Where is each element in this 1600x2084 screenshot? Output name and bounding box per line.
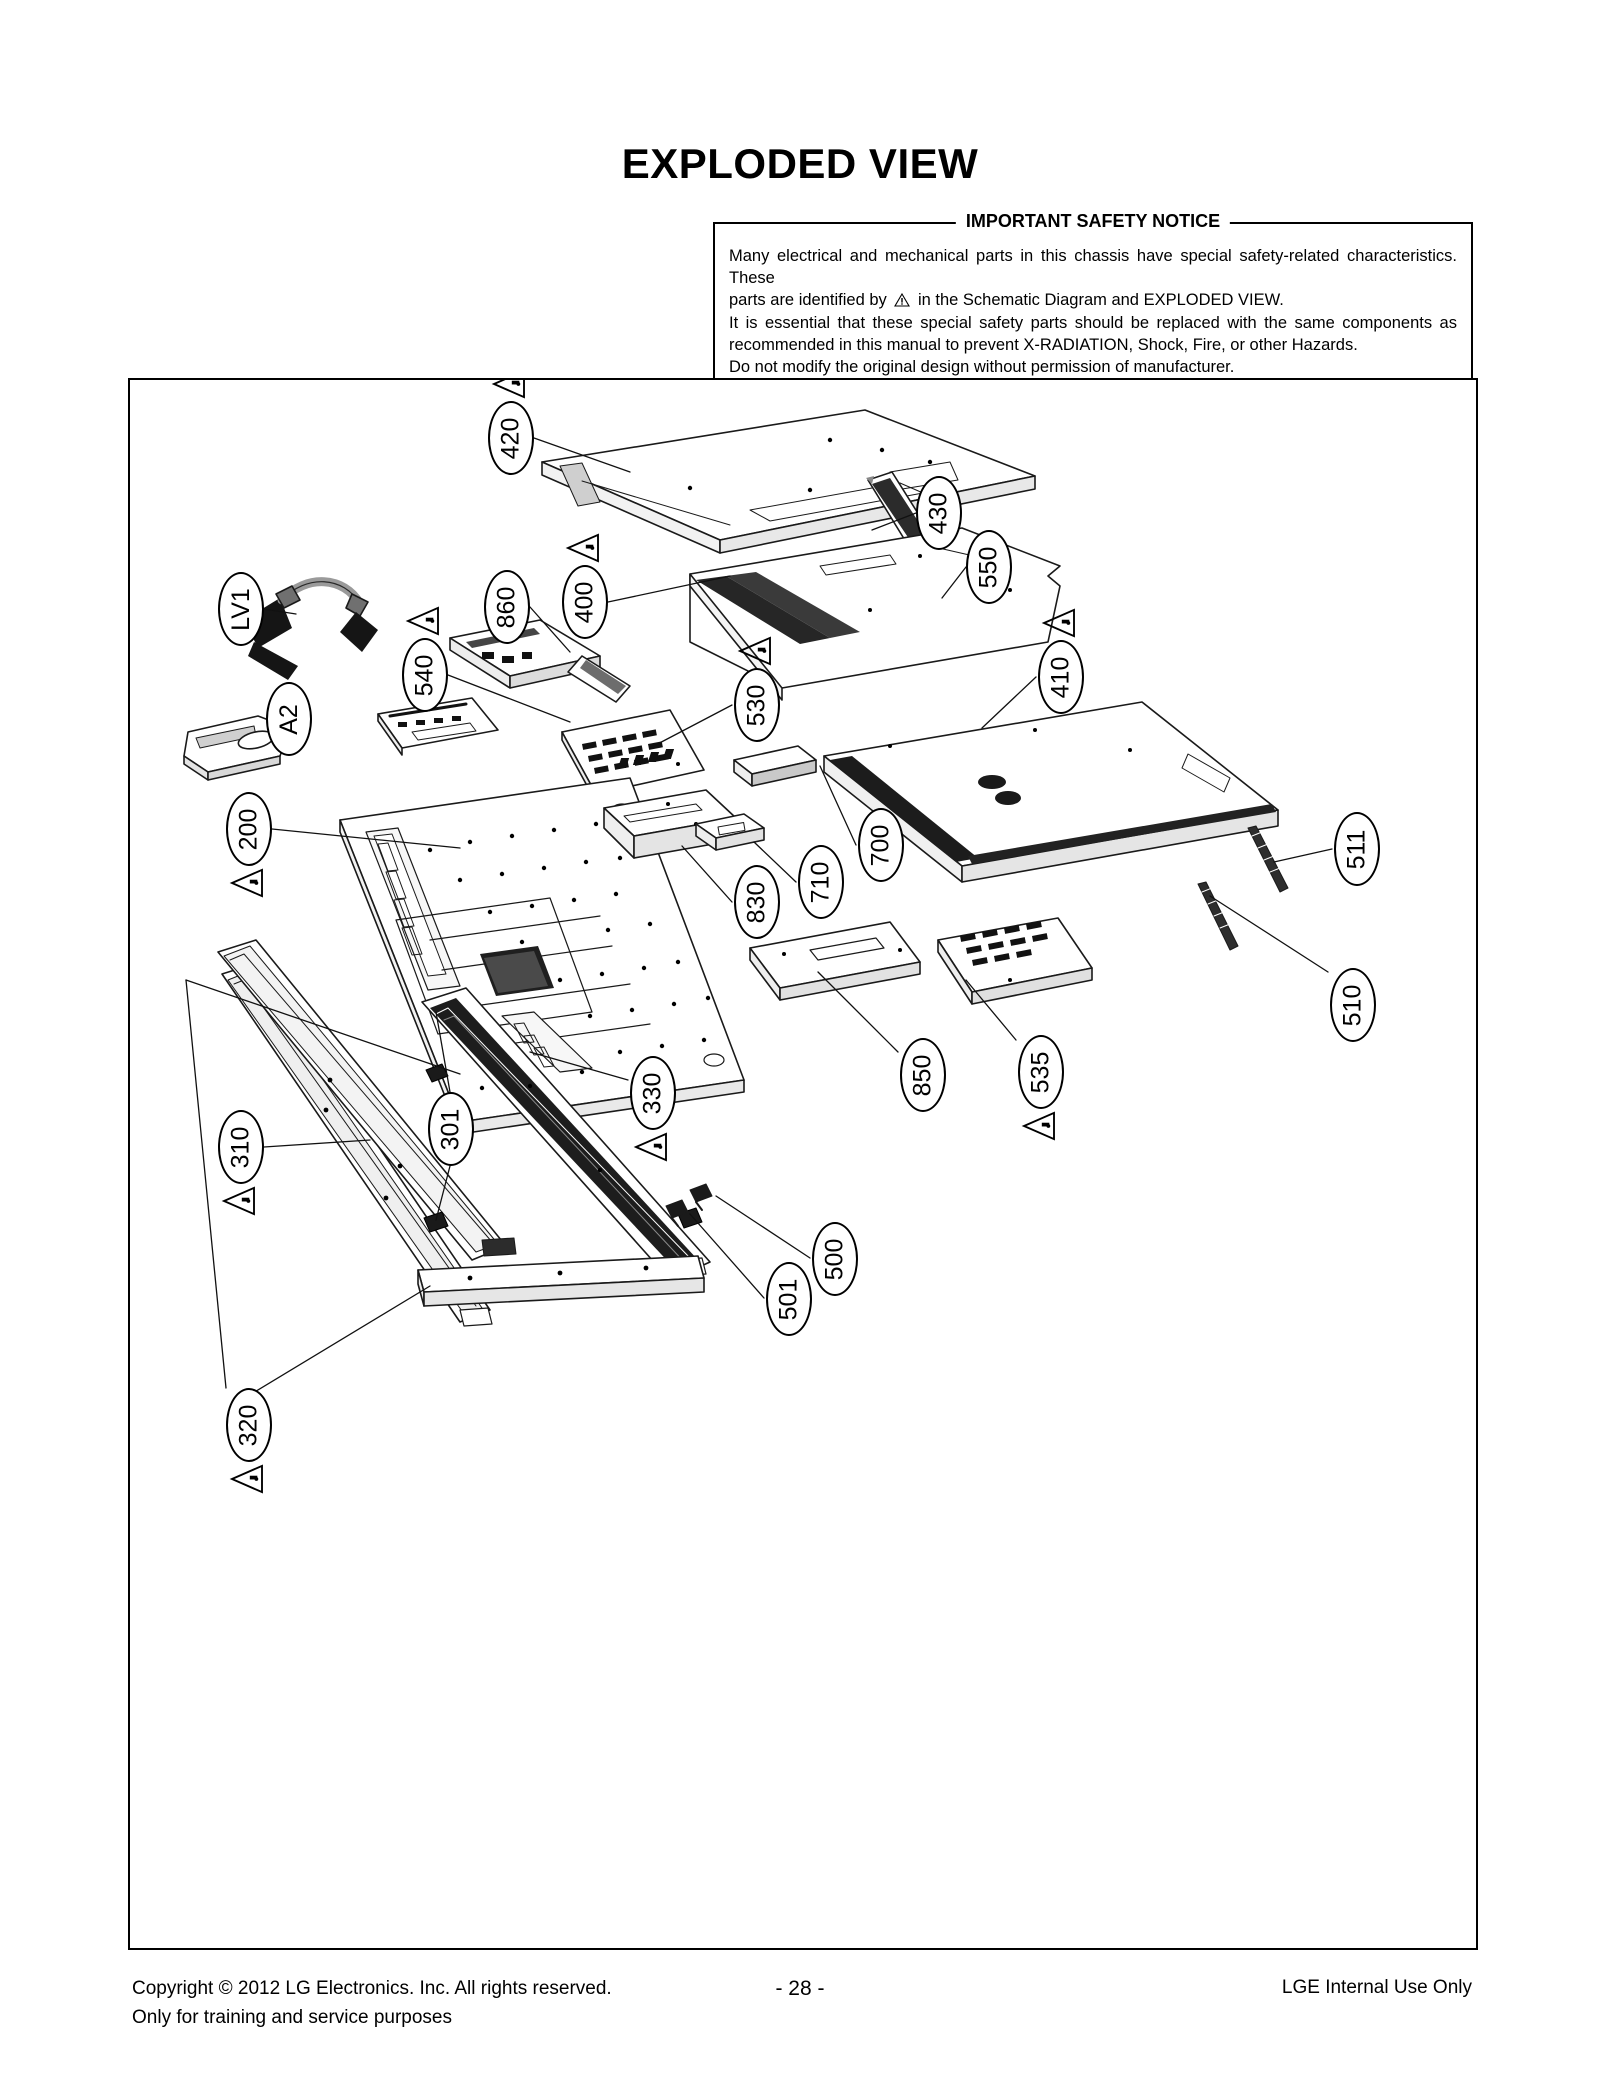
callout-label: 200 [234, 808, 263, 850]
callout-label: 501 [774, 1278, 803, 1320]
safety-warning-triangle-icon [220, 1186, 258, 1216]
callout-label: 860 [492, 586, 521, 628]
callout-label: 400 [570, 581, 599, 623]
callout-label: 550 [974, 546, 1003, 588]
footer-copyright-line-1: Copyright © 2012 LG Electronics. Inc. All rights reserved. [132, 1978, 612, 1999]
safety-notice-line-1: Many electrical and mechanical parts in this chassis have special safety-related characteristics. These [729, 247, 1457, 287]
callout-balloon-700 [858, 808, 904, 882]
callout-label: 301 [436, 1108, 465, 1150]
part-540-small-pcb [378, 698, 498, 755]
safety-warning-triangle-icon [632, 1132, 670, 1162]
part-lv1-cable [244, 582, 378, 680]
callout-balloon-lv1 [218, 572, 264, 646]
callout-balloon-535 [1018, 1035, 1064, 1109]
safety-warning-triangle-icon [490, 378, 528, 399]
callout-balloon-510 [1330, 968, 1376, 1042]
callout-label: 540 [410, 654, 439, 696]
callout-label: 330 [638, 1072, 667, 1114]
callout-balloon-500 [812, 1222, 858, 1296]
callout-balloon-320 [226, 1388, 272, 1462]
callout-label: 420 [496, 417, 525, 459]
callout-label: 710 [806, 861, 835, 903]
callout-label: 530 [742, 684, 771, 726]
callout-label: 500 [820, 1238, 849, 1280]
safety-warning-triangle-icon [228, 868, 266, 898]
callout-balloon-420 [488, 401, 534, 475]
callout-label: 410 [1046, 656, 1075, 698]
exploded-view-artwork [130, 380, 1476, 1948]
footer-copyright-line-2: Only for training and service purposes [132, 2006, 452, 2028]
part-535-pcb [938, 918, 1092, 1004]
part-320-base-bar [418, 1256, 704, 1306]
callout-label: 830 [742, 881, 771, 923]
callout-balloon-400 [562, 565, 608, 639]
safety-notice-box [713, 211, 1473, 395]
exploded-view-drawing [128, 378, 1478, 1950]
callout-balloon-a2 [266, 682, 312, 756]
callout-balloon-430 [916, 476, 962, 550]
safety-notice-line-3: It is essential that these special safety parts should be replaced with the same components as [729, 314, 1457, 333]
callout-label: 700 [866, 824, 895, 866]
safety-warning-triangle-icon [1040, 608, 1078, 638]
callout-label: 430 [924, 492, 953, 534]
page-footer [0, 1975, 1600, 2065]
safety-notice-line-2 [729, 290, 1457, 314]
safety-notice-line-2b: in the Schematic Diagram and EXPLODED VIEW. [917, 290, 1284, 309]
warning-triangle-icon [894, 292, 910, 314]
callout-balloon-511 [1334, 812, 1380, 886]
part-500-screw [690, 1184, 712, 1210]
safety-warning-triangle-icon [1020, 1111, 1058, 1141]
safety-notice-line-4: recommended in this manual to prevent X-RADIATION, Shock, Fire, or other Hazards. [729, 336, 1358, 355]
part-511-screw-strip [1248, 826, 1288, 892]
safety-notice-line-2a: parts are identified by [729, 290, 887, 309]
callout-label: 510 [1338, 984, 1367, 1026]
callout-balloon-550 [966, 530, 1012, 604]
callout-balloon-410 [1038, 640, 1084, 714]
callout-label: A2 [274, 703, 303, 735]
callout-label: 850 [908, 1054, 937, 1096]
callout-balloon-200 [226, 792, 272, 866]
callout-label: 310 [226, 1126, 255, 1168]
footer-page-number: - 28 - [775, 1977, 825, 2000]
callout-balloon-301 [428, 1092, 474, 1166]
callout-label: 535 [1026, 1051, 1055, 1093]
part-510-screw-strip [1198, 882, 1238, 950]
callout-label: 511 [1342, 829, 1371, 869]
page-title: EXPLODED VIEW [621, 140, 979, 187]
callout-balloon-540 [402, 638, 448, 712]
callout-balloon-860 [484, 570, 530, 644]
callout-label: LV1 [226, 587, 255, 631]
callout-balloon-850 [900, 1038, 946, 1112]
callout-balloon-830 [734, 865, 780, 939]
safety-warning-triangle-icon [404, 606, 442, 636]
footer-usage-note: LGE Internal Use Only [1281, 1977, 1472, 1998]
callout-label: 320 [234, 1404, 263, 1446]
safety-warning-triangle-icon [228, 1464, 266, 1494]
callout-balloon-330 [630, 1056, 676, 1130]
safety-notice-heading: IMPORTANT SAFETY NOTICE [956, 211, 1230, 232]
safety-warning-triangle-icon [564, 533, 602, 563]
safety-notice-line-5: Do not modify the original design without permission of manufacturer. [729, 357, 1235, 376]
part-860-connector-rail [450, 620, 630, 702]
safety-warning-triangle-icon [736, 636, 774, 666]
callout-balloon-501 [766, 1262, 812, 1336]
callout-balloon-710 [798, 845, 844, 919]
callout-balloon-310 [218, 1110, 264, 1184]
callout-balloon-530 [734, 668, 780, 742]
